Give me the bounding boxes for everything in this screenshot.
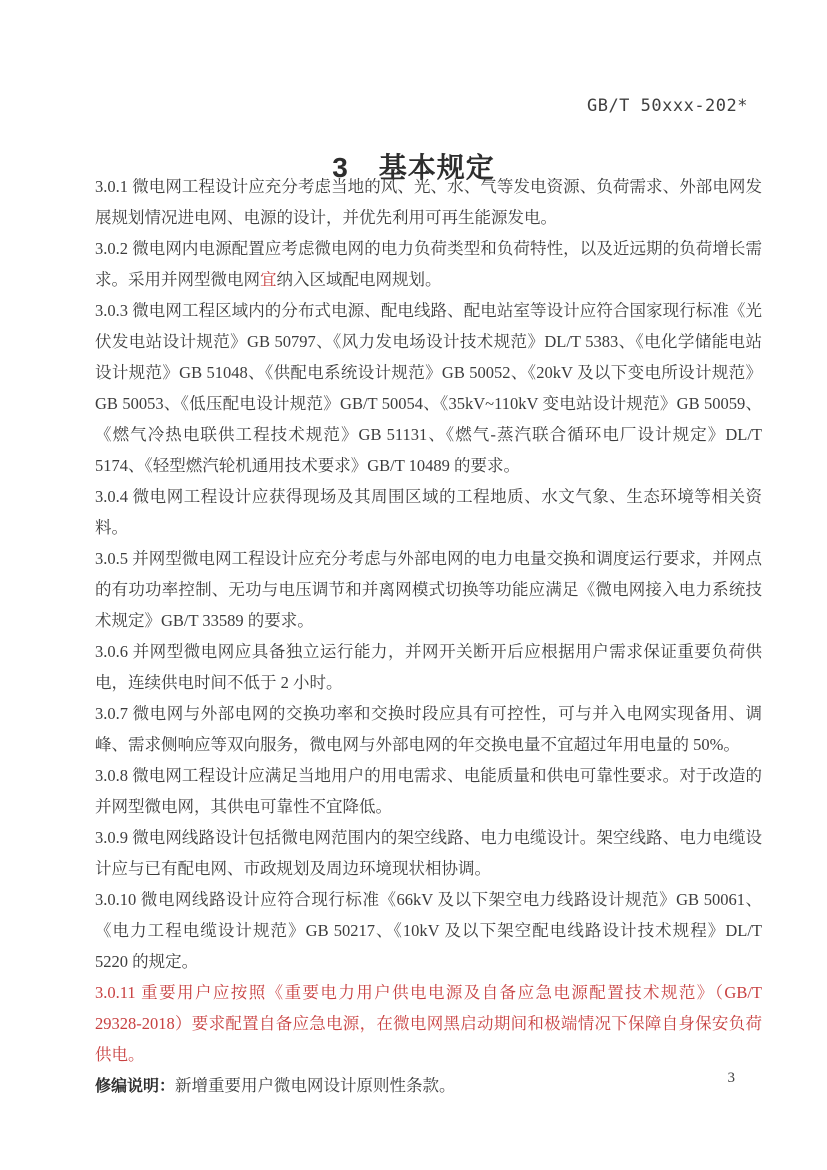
text-segment-red: 3.0.11 重要用户应按照《重要电力用户供电电源及自备应急电源配置技术规范》（GB/T 29328-2018）要求配置自备应急电源，在微电网黑启动期间和极端情况下保障自身保安负荷供电。: [95, 983, 762, 1064]
text-segment-normal: 3.0.4 微电网工程设计应获得现场及其周围区域的工程地质、水文气象、生态环境等相关资料。: [95, 487, 762, 537]
text-segment-normal: 3.0.5 并网型微电网工程设计应充分考虑与外部电网的电力电量交换和调度运行要求，并网点的有功功率控制、无功与电压调节和并离网模式切换等功能应满足《微电网接入电力系统技术规定》GB/T 33589 的要求。: [95, 549, 762, 630]
section-number: 3: [332, 151, 349, 183]
paragraph-3.0.4: [95, 481, 762, 543]
paragraph-3.0.5: [95, 543, 762, 636]
text-segment-normal: 3.0.7 微电网与外部电网的交换功率和交换时段应具有可控性，可与并入电网实现备用、调峰、需求侧响应等双向服务，微电网与外部电网的年交换电量不宜超过年用电量的 50%。: [95, 704, 762, 754]
text-segment-normal: 3.0.9 微电网线路设计包括微电网范围内的架空线路、电力电缆设计。架空线路、电力电缆设计应与已有配电网、市政规划及周边环境现状相协调。: [95, 828, 762, 878]
text-segment-normal: 新增重要用户微电网设计原则性条款。: [175, 1076, 456, 1095]
text-segment-red: 宜: [260, 270, 277, 289]
text-segment-normal: 3.0.10 微电网线路设计应符合现行标准《66kV 及以下架空电力线路设计规范》GB 50061、《电力工程电缆设计规范》GB 50217、《10kV 及以下架空配电线路设计技术规程》DL/T 5220 的规定。: [95, 890, 762, 971]
section-title-text: 基本规定: [378, 151, 495, 183]
paragraph-3.0.9: [95, 822, 762, 884]
text-segment-bold: 修编说明：: [95, 1078, 176, 1095]
paragraph-3.0.3: [95, 295, 762, 481]
text-segment-normal: 3.0.1 微电网工程设计应充分考虑当地的风、光、水、气等发电资源、负荷需求、外部电网发展规划情况进电网、电源的设计，并优先利用可再生能源发电。: [95, 177, 762, 227]
text-segment-normal: 3.0.6 并网型微电网应具备独立运行能力，并网开关断开后应根据用户需求保证重要负荷供电，连续供电时间不低于 2 小时。: [95, 642, 762, 692]
text-segment-normal: 3.0.2 微电网内电源配置应考虑微电网的电力负荷类型和负荷特性，以及近远期的负荷增长需求。采用并网型微电网: [95, 239, 762, 289]
page-number: 3: [727, 1070, 735, 1086]
paragraph-3.0.8: [95, 760, 762, 822]
document-body: [95, 171, 762, 1102]
paragraph-3.0.6: [95, 636, 762, 698]
doc-standard-code: GB/T 50xxx-202*: [586, 96, 748, 116]
text-segment-normal: 3.0.8 微电网工程设计应满足当地用户的用电需求、电能质量和供电可靠性要求。对于改造的并网型微电网，其供电可靠性不宜降低。: [95, 766, 762, 816]
paragraph-revision-note: [95, 1070, 762, 1102]
paragraph-3.0.2: [95, 233, 762, 295]
paragraph-3.0.11: [95, 977, 762, 1070]
text-segment-normal: 纳入区域配电网规划。: [276, 270, 442, 289]
paragraph-3.0.10: [95, 884, 762, 977]
paragraph-3.0.1: [95, 171, 762, 233]
paragraph-3.0.7: [95, 698, 762, 760]
text-segment-normal: 3.0.3 微电网工程区域内的分布式电源、配电线路、配电站室等设计应符合国家现行标准《光伏发电站设计规范》GB 50797、《风力发电场设计技术规范》DL/T 5383、《电化学储能电站设计规范》GB 51048、《供配电系统设计规范》GB 50052、《20kV 及以下变电所设计规范》GB 50053、《低压配电设计规范》GB/T 50054、《35kV~110kV 变电站设计规范》GB 50059、《燃气冷热电联供工程技术规范》GB 51131、《燃气-蒸汽联合循环电厂设计规定》DL/T 5174、《轻型燃汽轮机通用技术要求》GB/T 10489 的要求。: [95, 301, 762, 475]
